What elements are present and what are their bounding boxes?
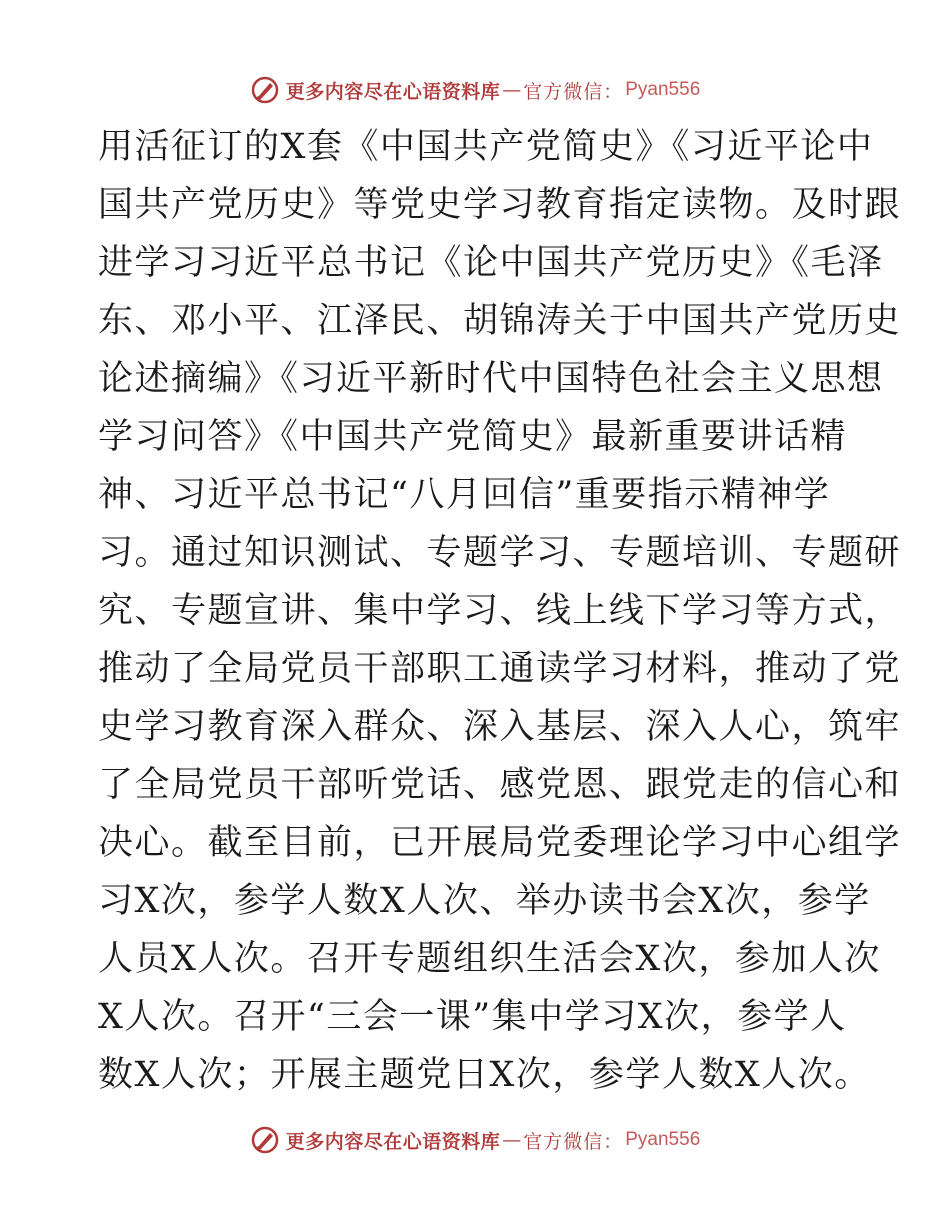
- text-line: 国共产党历史》等党史学习教育指定读物。及时跟: [98, 185, 902, 225]
- text-line: 人员X人次。召开专题组织生活会X次，参加人次: [98, 939, 881, 979]
- text-line: 习X次，参学人数X人次、举办读书会X次，参学: [98, 881, 871, 921]
- text-line: 习。通过知识测试、专题学习、专题培训、专题研: [98, 533, 902, 573]
- pen-logo-icon: [250, 75, 280, 105]
- header-wechat-label: 官方微信：: [523, 80, 624, 103]
- header-wechat-account: Pyan556: [625, 79, 701, 100]
- text-line: 推动了全局党员干部职工通读学习材料，推动了党: [98, 649, 902, 689]
- header-watermark: [0, 70, 950, 110]
- footer-wechat-account: Pyan556: [625, 1129, 701, 1150]
- text-line: 究、专题宣讲、集中学习、线上线下学习等方式，: [98, 591, 902, 631]
- header-site-text: 更多内容尽在心语资料库: [285, 80, 501, 103]
- footer-site-text: 更多内容尽在心语资料库: [285, 1130, 501, 1153]
- text-line: 进学习习近平总书记《论中国共产党历史》《毛泽: [98, 243, 884, 283]
- footer-dash: —: [502, 1129, 522, 1151]
- text-line: 神、习近平总书记“八月回信”重要指示精神学: [98, 475, 831, 515]
- text-line: 用活征订的X套《中国共产党简史》《习近平论中: [98, 127, 874, 167]
- text-line: X人次。召开“三会一课”集中学习X次，参学人: [98, 997, 847, 1037]
- pen-logo-icon: [250, 1125, 280, 1155]
- text-line: 数X人次；开展主题党日X次，参学人数X人次。: [98, 1055, 871, 1095]
- text-line: 论述摘编》《习近平新时代中国特色社会主义思想: [98, 359, 884, 399]
- document-body: [98, 118, 902, 1104]
- text-line: 史学习教育深入群众、深入基层、深入人心，筑牢: [98, 707, 902, 747]
- header-dash: —: [502, 79, 522, 101]
- footer-watermark: [0, 1120, 950, 1160]
- text-line: 东、邓小平、江泽民、胡锦涛关于中国共产党历史: [98, 301, 902, 341]
- text-line: 决心。截至目前，已开展局党委理论学习中心组学: [98, 823, 902, 863]
- text-line: 了全局党员干部听党话、感党恩、跟党走的信心和: [98, 765, 902, 805]
- text-line: 学习问答》《中国共产党简史》最新重要讲话精: [98, 417, 848, 457]
- footer-wechat-label: 官方微信：: [523, 1130, 624, 1153]
